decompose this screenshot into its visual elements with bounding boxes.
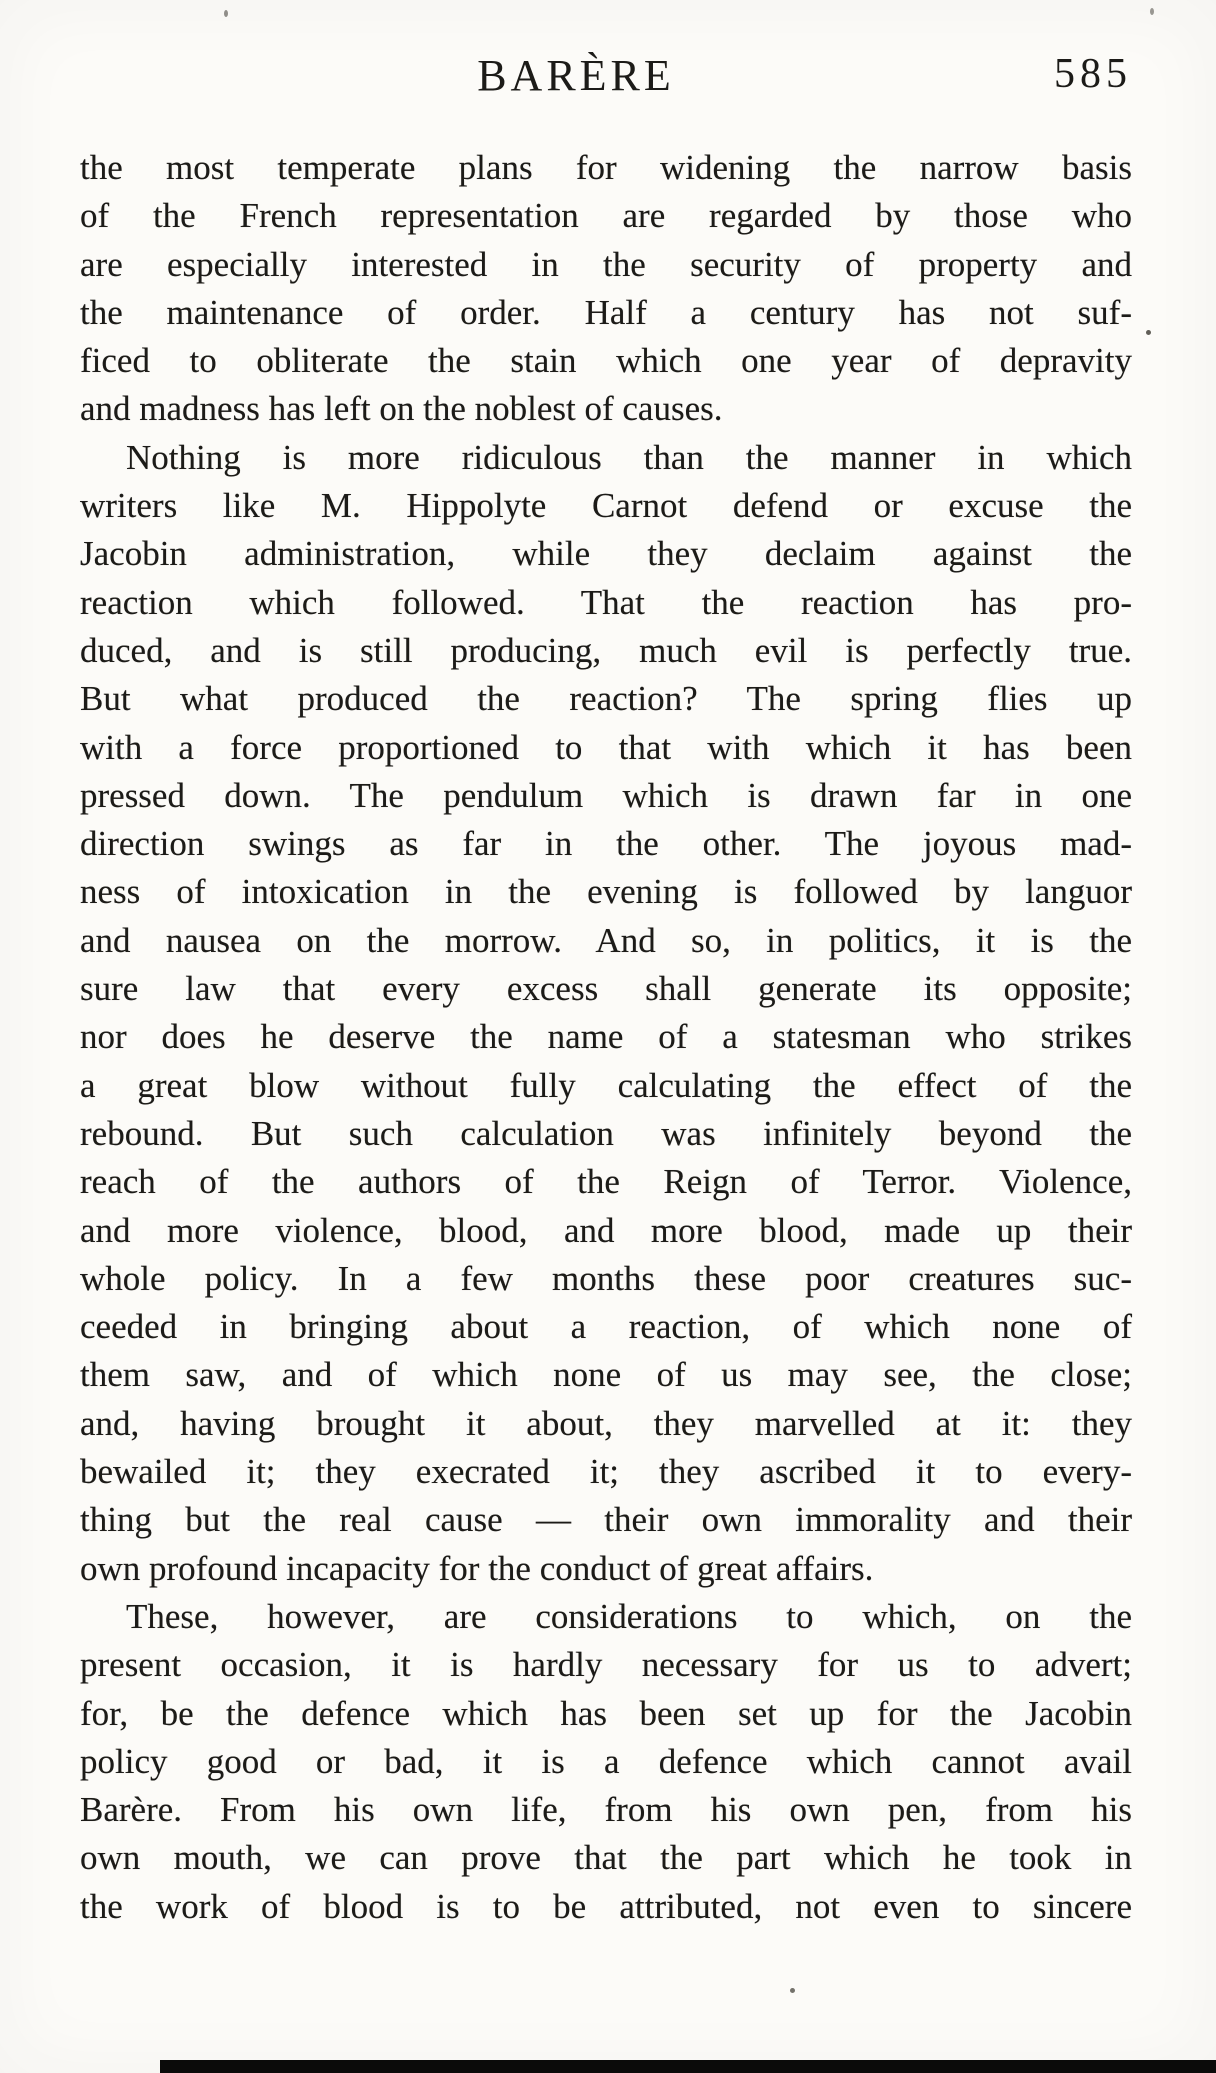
text-line: policy good or bad, it is a defence which cannot avail (80, 1741, 1132, 1781)
text-line: These, however, are considerations to which, on the (126, 1596, 1132, 1636)
page-body (80, 144, 1132, 1931)
text-line: whole policy. In a few months these poor creatures suc- (80, 1258, 1132, 1298)
text-line: ficed to obliterate the stain which one year of depravity (80, 341, 1132, 381)
page-number: 585 (1054, 51, 1132, 97)
text-line: rebound. But such calculation was infinitely beyond the (80, 1113, 1132, 1153)
text-line: and madness has left on the noblest of causes. (80, 389, 723, 429)
text-line: the work of blood is to be attributed, not even to sincere (80, 1886, 1132, 1926)
text-line: own mouth, we can prove that the part which he took in (80, 1838, 1132, 1878)
text-line: reach of the authors of the Reign of Terror. Violence, (80, 1162, 1132, 1202)
text-line: direction swings as far in the other. The joyous mad- (80, 824, 1132, 864)
text-line: are especially interested in the security of property and (80, 244, 1132, 284)
text-line: ness of intoxication in the evening is followed by languor (80, 872, 1132, 912)
scan-artifact (1146, 330, 1151, 335)
text-line: with a force proportioned to that with which it has been (80, 727, 1132, 767)
scan-artifact (224, 10, 228, 17)
text-line: for, be the defence which has been set up for the Jacobin (80, 1693, 1132, 1733)
text-line: a great blow without fully calculating the effect of the (80, 1065, 1132, 1105)
text-line: sure law that every excess shall generate its opposite; (80, 969, 1132, 1009)
text-line: present occasion, it is hardly necessary for us to advert; (80, 1645, 1132, 1685)
page-header (80, 50, 1132, 106)
text-line: of the French representation are regarded by those who (80, 196, 1132, 236)
text-line: pressed down. The pendulum which is drawn far in one (80, 775, 1132, 815)
text-line: Barère. From his own life, from his own pen, from his (80, 1790, 1132, 1830)
text-line: them saw, and of which none of us may see, the close; (80, 1355, 1132, 1395)
text-line: thing but the real cause — their own immorality and their (80, 1500, 1132, 1540)
text-line: reaction which followed. That the reaction has pro- (80, 582, 1132, 622)
text-line: own profound incapacity for the conduct of great affairs. (80, 1548, 874, 1588)
text-line: bewailed it; they execrated it; they ascribed it to every- (80, 1452, 1132, 1492)
text-line: ceeded in bringing about a reaction, of which none of (80, 1307, 1132, 1347)
scan-artifact (790, 1988, 795, 1993)
scan-artifact (1150, 8, 1154, 15)
text-line: duced, and is still producing, much evil is perfectly true. (80, 630, 1132, 670)
text-line: the maintenance of order. Half a century has not suf- (80, 292, 1132, 332)
text-line: writers like M. Hippolyte Carnot defend or excuse the (80, 486, 1132, 526)
text-line: and nausea on the morrow. And so, in politics, it is the (80, 920, 1132, 960)
text-line: the most temperate plans for widening the narrow basis (80, 148, 1132, 187)
text-line: But what produced the reaction? The spring flies up (80, 679, 1132, 719)
running-head-title: BARÈRE (477, 51, 675, 100)
scan-edge-bar (160, 2060, 1216, 2073)
text-line: and, having brought it about, they marvelled at it: they (80, 1403, 1132, 1443)
text-line: and more violence, blood, and more blood, made up their (80, 1210, 1132, 1250)
text-line: nor does he deserve the name of a statesman who strikes (80, 1017, 1132, 1057)
text-line: Nothing is more ridiculous than the manner in which (126, 437, 1132, 477)
text-line: Jacobin administration, while they declaim against the (80, 534, 1132, 574)
